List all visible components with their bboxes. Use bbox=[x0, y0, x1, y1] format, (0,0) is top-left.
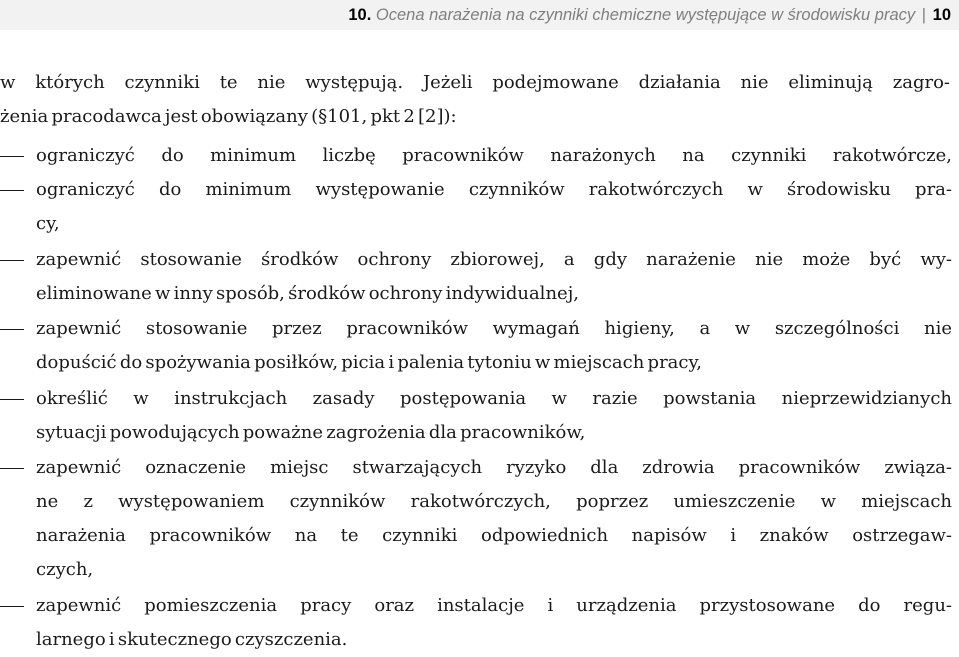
list-item-line: zapewnić stosowanie przez pracowników wymagań higieny, a w szczególności nie bbox=[36, 318, 952, 339]
list-dash bbox=[0, 329, 24, 330]
list-dash bbox=[0, 399, 24, 400]
page-number: 10 bbox=[932, 6, 951, 24]
list-dash bbox=[0, 260, 24, 261]
list-item-line: ne z występowaniem czynników rakotwórczych, poprzez umieszczenie w miejscach bbox=[36, 491, 952, 512]
list-item-line: zapewnić oznaczenie miejsc stwarzających ryzyko dla zdrowia pracowników związa- bbox=[36, 457, 952, 478]
chapter-title: Ocena narażenia na czynniki chemiczne występujące w środowisku pracy bbox=[375, 6, 916, 24]
list-item-line: zapewnić pomieszczenia pracy oraz instalacje i urządzenia przystosowane do regu- bbox=[36, 595, 952, 616]
list-item-line: sytuacji powodujących poważne zagrożenia dla pracowników, bbox=[36, 422, 586, 443]
paragraph-line: żenia pracodawca jest obowiązany (§101, pkt 2 [2]): bbox=[0, 106, 457, 127]
paragraph-line: w których czynniki te nie występują. Jeżeli podejmowane działania nie eliminują zagro- bbox=[0, 72, 950, 93]
list-item-line: określić w instrukcjach zasady postępowania w razie powstania nieprzewidzianych bbox=[36, 388, 952, 409]
list-item-line: narażenia pracowników na te czynniki odpowiednich napisów i znaków ostrzegaw- bbox=[36, 525, 952, 546]
list-dash bbox=[0, 156, 24, 157]
list-dash bbox=[0, 606, 24, 607]
header-separator: | bbox=[921, 6, 927, 24]
chapter-number: 10. bbox=[348, 6, 372, 24]
list-dash bbox=[0, 190, 24, 191]
list-item-line: ograniczyć do minimum występowanie czynników rakotwórczych w środowisku pra- bbox=[36, 179, 952, 200]
list-item-line: ograniczyć do minimum liczbę pracowników narażonych na czynniki rakotwórcze, bbox=[36, 145, 952, 166]
list-item-line: czych, bbox=[36, 559, 94, 580]
list-item-line: dopuścić do spożywania posiłków, picia i palenia tytoniu w miejscach pracy, bbox=[36, 352, 702, 373]
list-item-line: cy, bbox=[36, 213, 60, 234]
list-item-line: larnego i skutecznego czyszczenia. bbox=[36, 629, 348, 650]
list-item-line: eliminowane w inny sposób, środków ochrony indywidualnej, bbox=[36, 283, 579, 304]
list-dash bbox=[0, 468, 24, 469]
list-item-line: zapewnić stosowanie środków ochrony zbiorowej, a gdy narażenie nie może być wy- bbox=[36, 249, 952, 270]
running-header bbox=[0, 0, 959, 30]
